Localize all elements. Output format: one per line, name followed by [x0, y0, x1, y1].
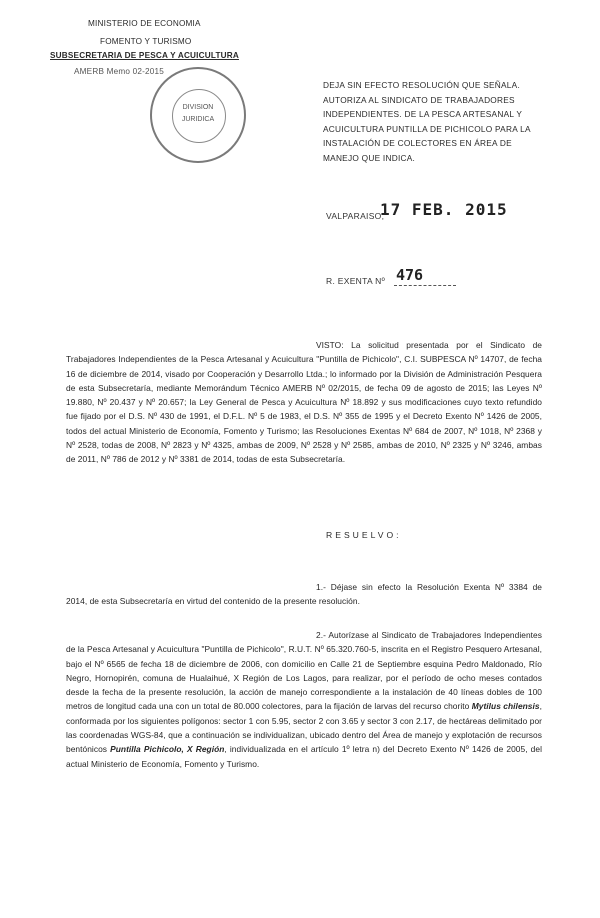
division-juridica-stamp: [150, 67, 246, 163]
subsecretaria-name: SUBSECRETARIA DE PESCA Y ACUICULTURA: [50, 51, 240, 60]
resolution-point-1: 1.- Déjase sin efecto la Resolución Exenta Nº 3384 de 2014, de esta Subsecretaría en virtud del contenido de la presente resolución.: [66, 582, 542, 607]
stamp-line-2: JURIDICA: [181, 116, 215, 123]
stamp-line-1: DIVISION: [182, 104, 214, 111]
resolution-subject: DEJA SIN EFECTO RESOLUCIÓN QUE SEÑALA. AUTORIZA AL SINDICATO DE TRABAJADORES INDEPENDIENTES. DE LA PESCA ARTESANAL Y ACUICULTURA PUNTILLA DE PICHICOLO PARA LA INSTALACIÓN DE COLECTORES EN ÁREA DE MANEJO QUE INDICA.: [323, 80, 531, 163]
point-2-text-c: , individualizada en el artículo 1º letra n) del Decreto Exento Nº 1426 de 2005, del actual Ministerio de Economía, Fomento y Turismo.: [66, 744, 542, 769]
management-area-name: Puntilla Pichicolo, X Región: [110, 744, 225, 755]
point-2-text-a: 2.- Autorízase al Sindicato de Trabajadores Independientes de la Pesca Artesanal y Acuicultura "Puntilla de Pichicolo", R.U.T. Nº 65.320.760-5, inscrita en el Registro Pesquero Artesanal, bajo el Nº 6565 de fecha 18 de diciembre de 2006, con domicilio en Calle 21 de Septiembre esquina Pedro Maldonado, Río Negro, Hornopirén, comuna de Hualaihué, X Región de Los Lagos, para realizar, por el período de ocho meses contados desde la fecha de la presente resolución, la acción de manejo correspondiente a la instalación de 40 líneas dobles de 100 metros de longitud cada una con un total de 80.000 colectores, para la fijación de larvas del recurso chorito: [66, 630, 542, 712]
date-stamp: 17 FEB. 2015: [380, 200, 508, 219]
exenta-label: R. EXENTA Nº: [326, 276, 385, 286]
place-label: VALPARAISO,: [326, 211, 385, 221]
exenta-underline: [394, 285, 456, 286]
point-2-text-b: , conformada por los siguientes polígonos: sector 1 con 5.95, sector 2 con 3.65 y sector 3 con 2.17, de hectáreas delimitado por las coordenadas WGS-84, que a continuación se individualizan, ubicado dentro del Área de manejo y explotación de recursos bentónicos: [66, 701, 542, 755]
visto-paragraph: VISTO: La solicitud presentada por el Sindicato de Trabajadores Independientes de la Pesca Artesanal y Acuicultura "Puntilla de Pichicolo", C.I. SUBPESCA Nº 14707, de fecha 16 de diciembre de 2014, visado por Cooperación y Desarrollo Ltda.; lo informado por la División de Administración Pesquera de esta Subsecretaría, mediante Memorándum Técnico AMERB Nº 02/2015, de fecha 09 de agosto de 2015; las Leyes Nº 19.880, Nº 20.437 y Nº 20.657; la Ley General de Pesca y Acuicultura Nº 18.892 y sus modificaciones cuyo texto refundido fue fijado por el D.S. Nº 430 de 1991, el D.F.L. Nº 5 de 1983, el D.S. Nº 355 de 1995 y el Decreto Exento Nº 1426 de 2005, todos del actual Ministerio de Economía, Fomento y Turismo; las Resoluciones Exentas Nº 684 de 2007, Nº 1018, Nº 2368 y Nº 2528, todas de 2008, Nº 2823 y Nº 4325, ambas de 2009, Nº 2528 y Nº 2585, ambas de 2010, Nº 2325 y Nº 3246, ambas de 2011, Nº 786 de 2012 y Nº 3381 de 2014, todas de esta Subsecretaría.: [66, 340, 542, 465]
exenta-number: 476: [396, 266, 424, 284]
ministry-subtitle: FOMENTO Y TURISMO: [100, 37, 192, 46]
resolution-point-2: [66, 628, 542, 771]
species-name: Mytilus chilensis: [471, 701, 540, 712]
ministry-name: MINISTERIO DE ECONOMIA: [88, 19, 201, 28]
memo-reference: AMERB Memo 02-2015: [74, 67, 165, 76]
resuelvo-heading: RESUELVO:: [326, 530, 402, 540]
